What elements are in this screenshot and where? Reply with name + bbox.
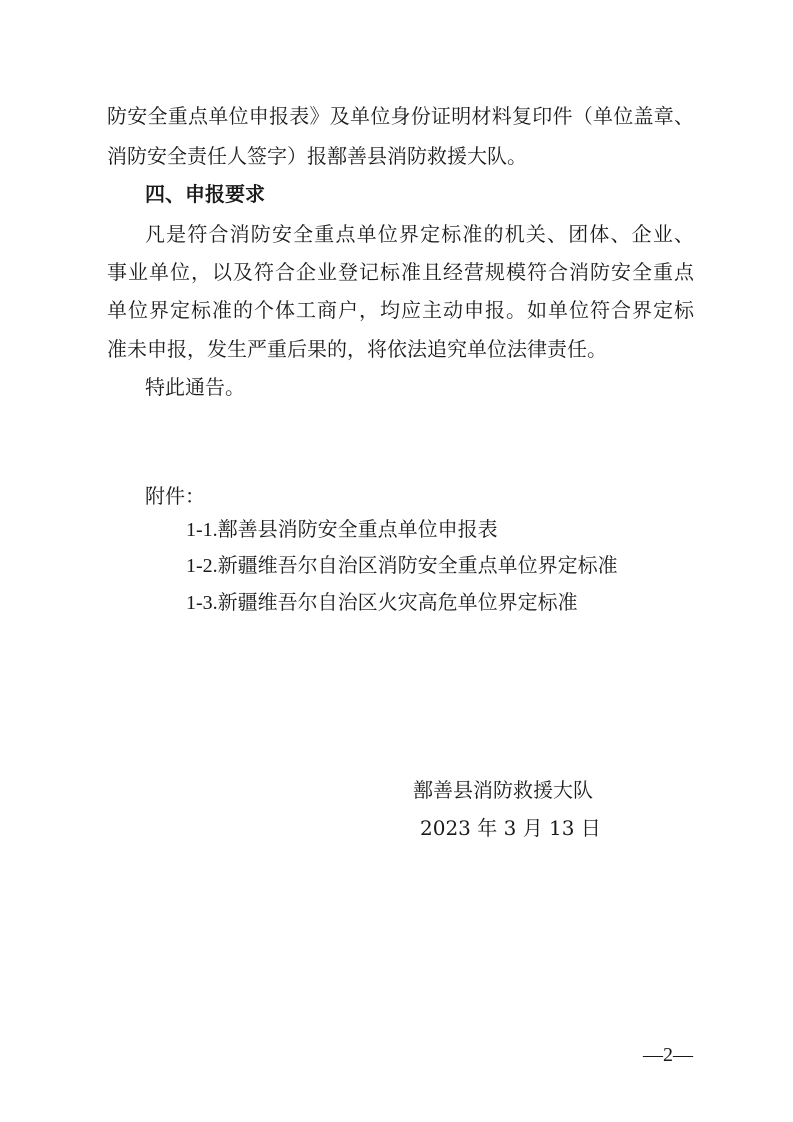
paragraph-line-2: 事业单位，以及符合企业登记标准且经营规模符合消防安全重点	[107, 260, 694, 284]
paragraph-line-4: 准未申报，发生严重后果的，将依法追究单位法律责任。	[107, 337, 607, 361]
paragraph-line-1: 凡是符合消防安全重点单位界定标准的机关、团体、企业、	[145, 222, 694, 246]
body-line-2: 消防安全责任人签字）报鄯善县消防救援大队。	[107, 144, 527, 168]
paragraph-line-3: 单位界定标准的个体工商户，均应主动申报。如单位符合界定标	[107, 298, 694, 322]
signature-org: 鄯善县消防救援大队	[413, 778, 593, 802]
section-heading: 四、申报要求	[145, 182, 265, 206]
attachment-item: 1-2.新疆维吾尔自治区消防安全重点单位界定标准	[186, 555, 618, 577]
page-number: —2—	[643, 1044, 693, 1066]
signature-date: 2023 年 3 月 13 日	[420, 816, 601, 840]
attachment-item: 1-1.鄯善县消防安全重点单位申报表	[186, 519, 498, 541]
closing-text: 特此通告。	[145, 375, 245, 399]
attachment-item: 1-3.新疆维吾尔自治区火灾高危单位界定标准	[186, 592, 578, 614]
body-line-1: 防安全重点单位申报表》及单位身份证明材料复印件（单位盖章、	[107, 104, 694, 128]
attachments-label: 附件：	[145, 484, 205, 508]
